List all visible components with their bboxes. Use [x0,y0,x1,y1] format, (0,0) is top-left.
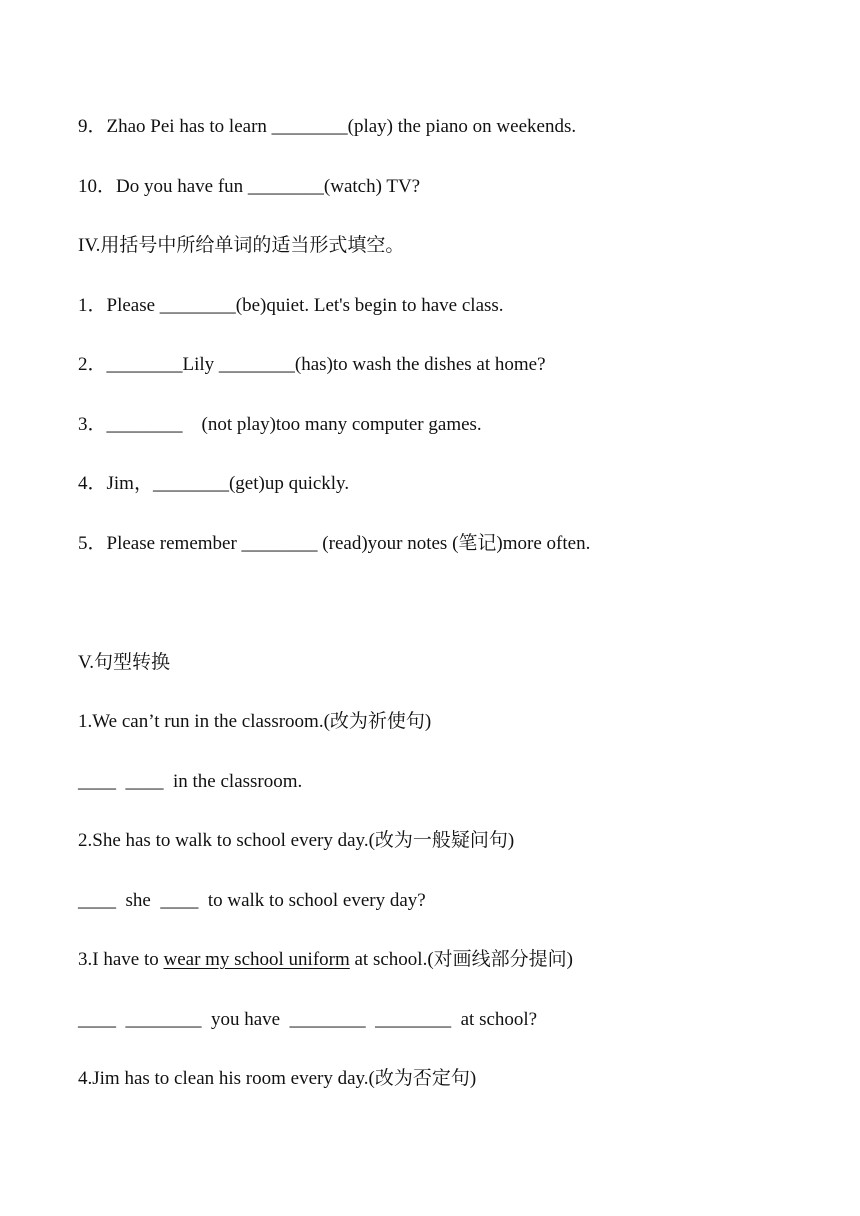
section-iv-item-5: 5．Please remember ________ (read)your notes (笔记)more often. [78,533,591,554]
section-iv-item-3: 3．________ (not play)too many computer games. [78,414,482,435]
exercise-9: 9．Zhao Pei has to learn ________(play) the piano on weekends. [78,116,577,137]
section-v-a1: ____ ____ in the classroom. [78,771,303,792]
section-v-q1: 1.We can’t run in the classroom.(改为祈使句) [78,711,432,732]
q3-underlined: wear my school uniform [163,949,350,970]
section-v-q2: 2.She has to walk to school every day.(改为一般疑问句) [78,830,515,851]
section-v-a2: ____ she ____ to walk to school every day? [78,890,426,911]
section-iv-item-4: 4．Jim，________(get)up quickly. [78,473,350,494]
section-iv-item-1: 1．Please ________(be)quiet. Let's begin to have class. [78,295,504,316]
section-iv-item-2: 2．________Lily ________(has)to wash the dishes at home? [78,354,546,375]
section-v-heading: V.句型转换 [78,652,171,673]
exercise-10: 10．Do you have fun ________(watch) TV? [78,176,421,197]
q3-after: at school.(对画线部分提问) [349,949,573,970]
section-v-q3 [78,948,573,972]
q3-before: 3.I have to [78,949,164,970]
section-iv-heading: IV.用括号中所给单词的适当形式填空。 [78,235,405,256]
section-v-q4: 4.Jim has to clean his room every day.(改为否定句) [78,1068,477,1089]
section-v-a3: ____ ________ you have ________ ________ at school? [78,1009,538,1030]
